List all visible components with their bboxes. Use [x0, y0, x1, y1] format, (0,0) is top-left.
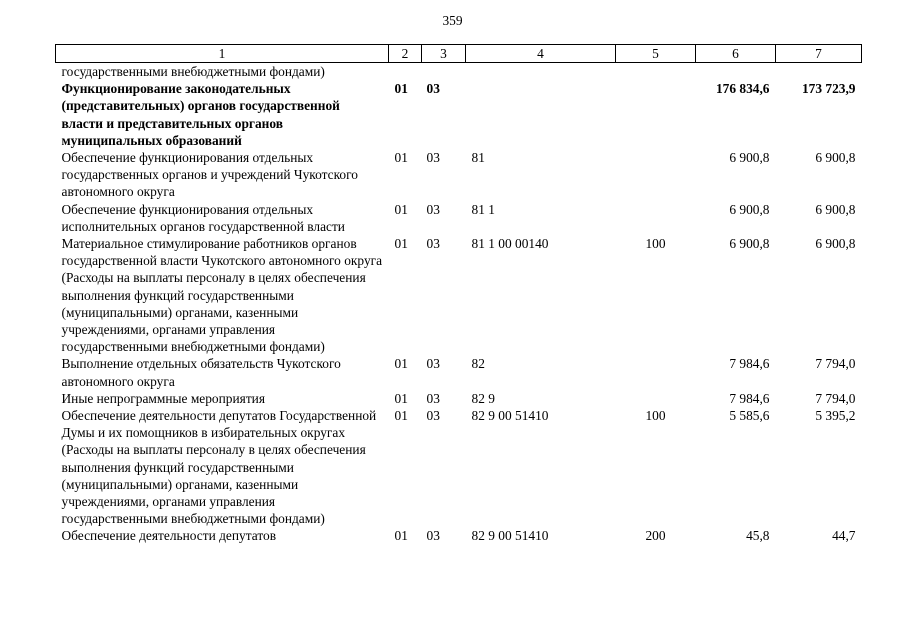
section-code: 01 [394, 150, 408, 166]
amount-year-2: 6 900,8 [815, 150, 856, 166]
target-article-code: 81 [471, 150, 485, 166]
expense-type-code: 100 [645, 408, 666, 424]
column-header-6: 6 [696, 45, 776, 63]
section-code: 01 [394, 236, 408, 252]
expense-type-code [616, 355, 696, 389]
table-row [56, 235, 862, 355]
section-code: 01 [394, 356, 408, 372]
amount-year-1: 176 834,6 [715, 81, 770, 97]
subsection-code: 03 [426, 150, 440, 166]
expense-type-code [616, 390, 696, 407]
amount-year-2: 44,7 [832, 528, 856, 544]
amount-year-1: 5 585,6 [729, 408, 770, 424]
row-name: Иные непрограммные мероприятия [61, 390, 265, 406]
table-body [56, 63, 862, 545]
table-row [56, 201, 862, 235]
expense-type-code [616, 149, 696, 201]
target-article-code: 82 9 00 51410 [471, 528, 549, 544]
subsection-code [422, 63, 466, 81]
amount-year-1: 7 984,6 [729, 390, 770, 406]
subsection-code: 03 [426, 81, 440, 97]
row-name: Выполнение отдельных обязательств Чукотского автономного округа [61, 356, 341, 389]
column-header-1: 1 [56, 45, 389, 63]
row-name: Обеспечение деятельности депутатов [61, 528, 277, 544]
subsection-code: 03 [426, 390, 440, 406]
expense-type-code: 200 [645, 528, 666, 544]
target-article-code [466, 80, 616, 149]
table-row [56, 80, 862, 149]
amount-year-1: 6 900,8 [729, 201, 770, 217]
budget-table [55, 44, 862, 545]
expense-type-code [616, 201, 696, 235]
expense-type-code: 100 [645, 236, 666, 252]
target-article-code [466, 63, 616, 81]
section-code [389, 63, 422, 81]
amount-year-2: 7 794,0 [815, 356, 856, 372]
column-header-7: 7 [776, 45, 862, 63]
expense-type-code [616, 63, 696, 81]
amount-year-1 [696, 63, 776, 81]
target-article-code: 81 1 00 00140 [471, 236, 549, 252]
section-code: 01 [394, 528, 408, 544]
amount-year-2: 173 723,9 [801, 81, 856, 97]
header-row [56, 45, 862, 63]
column-header-2: 2 [389, 45, 422, 63]
row-name: Обеспечение деятельности депутатов Государственной Думы и их помощников в избирательных округах (Расходы на выплаты персоналу в целях обеспечения выполнения функций государственными (муниципальными) органами, казенными учреждениями, органами управления государственными внебюджетными фондами) [61, 408, 377, 527]
section-code: 01 [394, 390, 408, 406]
amount-year-2 [776, 63, 862, 81]
column-header-5: 5 [616, 45, 696, 63]
amount-year-1: 45,8 [746, 528, 770, 544]
subsection-code: 03 [426, 528, 440, 544]
subsection-code: 03 [426, 201, 440, 217]
row-name: государственными внебюджетными фондами) [61, 64, 325, 79]
section-code: 01 [394, 201, 408, 217]
section-code: 01 [394, 81, 408, 97]
row-name: Обеспечение функционирования отдельных государственных органов и учреждений Чукотского автономного округа [61, 150, 358, 200]
row-name: Обеспечение функционирования отдельных исполнительных органов государственной власти [61, 201, 345, 234]
table-row [56, 527, 862, 544]
amount-year-2: 7 794,0 [815, 390, 856, 406]
column-header-3: 3 [422, 45, 466, 63]
target-article-code: 82 [471, 356, 485, 372]
target-article-code: 82 9 00 51410 [471, 408, 549, 424]
amount-year-2: 6 900,8 [815, 201, 856, 217]
target-article-code: 82 9 [471, 390, 495, 406]
subsection-code: 03 [426, 356, 440, 372]
table-row [56, 390, 862, 407]
amount-year-1: 6 900,8 [729, 150, 770, 166]
row-name: Материальное стимулирование работников органов государственной власти Чукотского автономного округа (Расходы на выплаты персоналу в целях обеспечения выполнения функций государственными (муниципальными) органами, казенными учреждениями, органами управления государственными внебюджетными фондами) [61, 236, 383, 355]
table-row [56, 63, 862, 81]
amount-year-2: 5 395,2 [815, 408, 856, 424]
expense-type-code [616, 80, 696, 149]
column-header-4: 4 [466, 45, 616, 63]
row-name: Функционирование законодательных (представительных) органов государственной власти и представительных органов муниципальных образований [61, 81, 340, 148]
target-article-code: 81 1 [471, 201, 495, 217]
subsection-code: 03 [426, 408, 440, 424]
amount-year-1: 7 984,6 [729, 356, 770, 372]
table-header [56, 45, 862, 63]
table-row [56, 355, 862, 389]
table-row [56, 407, 862, 527]
subsection-code: 03 [426, 236, 440, 252]
page-number: 359 [442, 13, 463, 28]
amount-year-1: 6 900,8 [729, 236, 770, 252]
table-row [56, 149, 862, 201]
section-code: 01 [394, 408, 408, 424]
amount-year-2: 6 900,8 [815, 236, 856, 252]
